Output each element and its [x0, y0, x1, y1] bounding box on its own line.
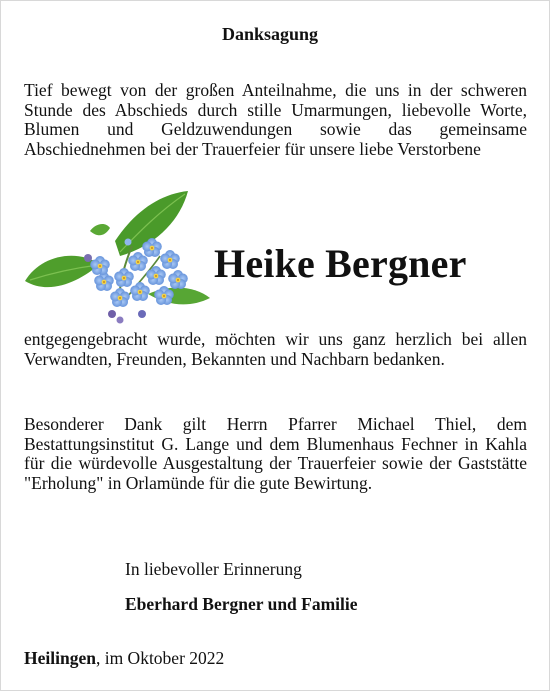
- forget-me-not-flower-icon: [20, 186, 215, 334]
- intro-paragraph: Tief bewegt von der großen Anteilnahme, die uns in der schweren Stunde des Abschieds durch stille Umarmungen, liebevolle Worte, Blumen und Geldzuwendungen sowie das gemeinsame Abschiednehmen bei der Trauerfeier für unsere liebe Verstorbene: [24, 80, 527, 159]
- notice-title: Danksagung: [221, 24, 319, 44]
- date: , im Oktober 2022: [95, 648, 225, 668]
- special-thanks-paragraph: Besonderer Dank gilt Herrn Pfarrer Michael Thiel, dem Bestattungsinstitut G. Lange und dem Blumenhaus Fechner in Kahla für die würdevolle Ausgestaltung der Trauerfeier sowie der Gaststätte "Erholung" in Orlamünde für die gute Bewirtung.: [24, 414, 527, 493]
- deceased-name: Heike Bergner: [214, 241, 467, 286]
- thanks-paragraph: entgegengebracht wurde, möchten wir uns ganz herzlich bei allen Verwandten, Freunden, Bekannten und Nachbarn bedanken.: [24, 329, 527, 369]
- place-and-date: [24, 648, 224, 669]
- memory-line: In liebevoller Erinnerung: [125, 559, 302, 579]
- signatories: Eberhard Bergner und Familie: [125, 594, 358, 614]
- place: Heilingen: [24, 648, 96, 668]
